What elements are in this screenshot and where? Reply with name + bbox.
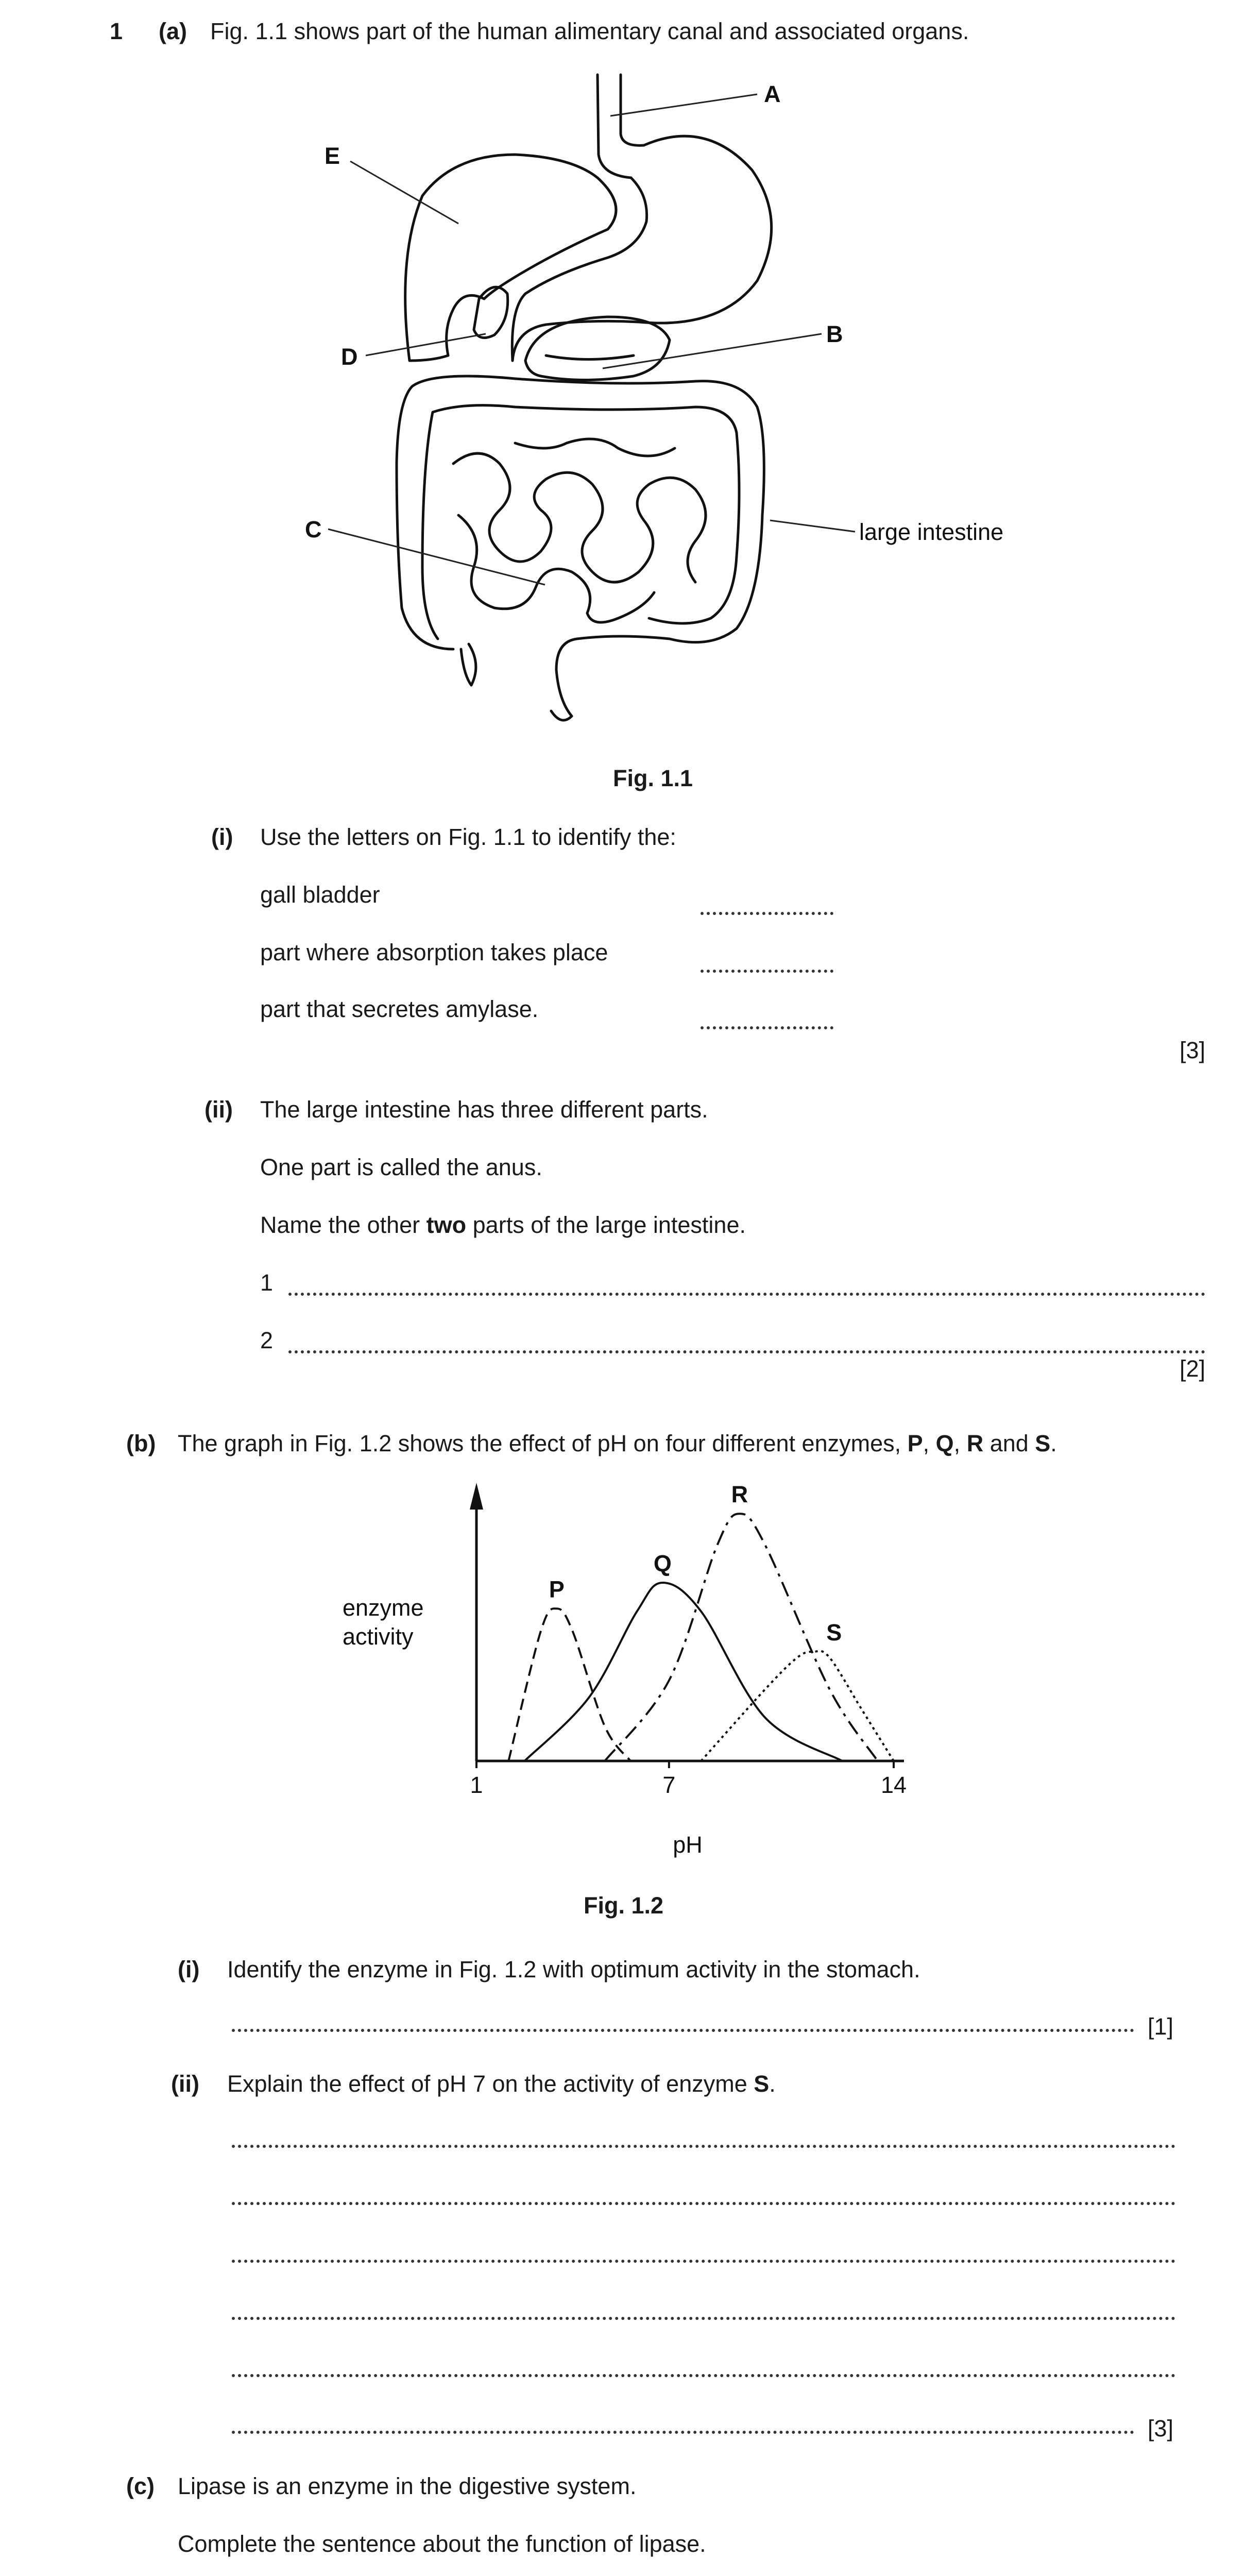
marks-a-ii: [2]	[1180, 1355, 1206, 1382]
part-b-i-label: (i)	[178, 1956, 200, 1982]
answer-line-b-ii-5[interactable]	[232, 2374, 1175, 2377]
y-axis-arrow	[470, 1483, 483, 1510]
marks-b-i: [1]	[1148, 2013, 1174, 2040]
series-label-Q: Q	[653, 1550, 672, 1577]
part-a-ii-line1: The large intestine has three different parts.	[260, 1096, 708, 1123]
label-a: A	[764, 81, 781, 107]
series-label-P: P	[549, 1576, 565, 1603]
fig-1-2-caption: Fig. 1.2	[584, 1892, 664, 1919]
answer-number-1: 1	[260, 1269, 274, 1296]
answer-line-b-ii-3[interactable]	[232, 2260, 1175, 2263]
marks-a-i: [3]	[1180, 1037, 1206, 1063]
series-label-R: R	[731, 1481, 748, 1508]
part-c-label: (c)	[126, 2473, 155, 2499]
item-amylase: part that secretes amylase.	[260, 996, 539, 1022]
answer-number-2: 2	[260, 1327, 274, 1353]
part-a-intro: Fig. 1.1 shows part of the human alimentary canal and associated organs.	[210, 18, 969, 44]
part-b-i-text: Identify the enzyme in Fig. 1.2 with optimum activity in the stomach.	[227, 1956, 920, 1982]
question-number: 1	[110, 18, 123, 44]
part-a-ii-line3: Name the other two parts of the large intestine.	[260, 1212, 746, 1238]
fig-1-1-caption: Fig. 1.1	[613, 765, 693, 791]
part-b-intro: The graph in Fig. 1.2 shows the effect of pH on four different enzymes, P, Q, R and S.	[178, 1430, 1057, 1456]
x-tick-label-7: 7	[662, 1772, 676, 1798]
part-c-line1: Lipase is an enzyme in the digestive system.	[178, 2473, 637, 2499]
item-gall-bladder: gall bladder	[260, 882, 380, 908]
part-c-line2: Complete the sentence about the function of lipase.	[178, 2531, 706, 2557]
answer-line-b-ii-1[interactable]	[232, 2145, 1175, 2148]
label-d: D	[341, 344, 358, 370]
curve-Q	[524, 1583, 842, 1761]
label-c: C	[305, 516, 322, 543]
part-b-ii-label: (ii)	[171, 2071, 199, 2097]
part-a-i-label: (i)	[211, 824, 233, 850]
x-axis-label: pH	[673, 1832, 703, 1858]
y-axis-label-line2: activity	[343, 1623, 414, 1650]
label-e: E	[325, 143, 340, 169]
label-large-intestine: large intestine	[859, 519, 1004, 545]
y-axis-label-line1: enzyme	[343, 1595, 424, 1621]
answer-line-b-ii-6[interactable]	[232, 2431, 1134, 2434]
answer-line-b-i[interactable]	[232, 2029, 1134, 2032]
marks-b-ii: [3]	[1148, 2415, 1174, 2442]
x-tick-label-14: 14	[880, 1772, 907, 1798]
part-a-ii-line2: One part is called the anus.	[260, 1154, 542, 1180]
x-tick-label-1: 1	[470, 1772, 483, 1798]
label-b: B	[826, 321, 843, 347]
answer-line-b-ii-4[interactable]	[232, 2317, 1175, 2320]
part-b-ii-text: Explain the effect of pH 7 on the activity of enzyme S.	[227, 2071, 776, 2097]
item-absorption: part where absorption takes place	[260, 939, 608, 965]
part-a-i-text: Use the letters on Fig. 1.1 to identify the:	[260, 824, 676, 850]
part-a-label: (a)	[159, 18, 187, 44]
part-b-label: (b)	[126, 1430, 156, 1456]
series-label-S: S	[826, 1619, 842, 1646]
curve-P	[508, 1608, 630, 1761]
part-a-ii-label: (ii)	[204, 1096, 233, 1123]
answer-line-b-ii-2[interactable]	[232, 2202, 1175, 2205]
curve-S	[701, 1651, 894, 1761]
